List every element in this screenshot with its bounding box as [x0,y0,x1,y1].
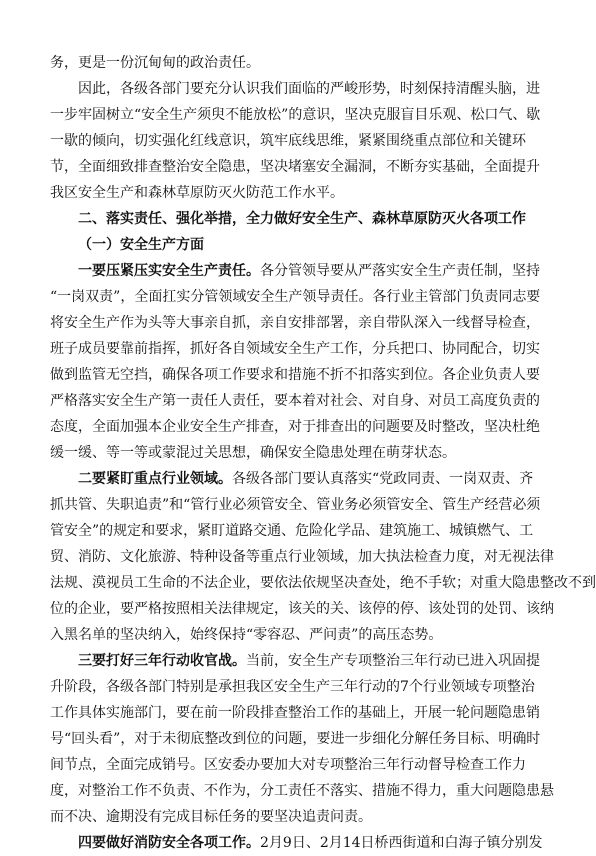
body-text: 当前，安全生产专项整治三年行动已进入巩固提 [246,653,540,669]
document-line [50,336,540,362]
document-line [50,700,540,726]
body-text: 缓一缓、等一等或蒙混过关思想，确保安全隐患处理在萌芽状态。 [50,445,456,461]
document-line [50,466,534,492]
body-text: 因此，各级各部门要充分认识我们面临的严峻形势，时刻保持清醒头脑，进 [78,81,540,97]
document-page [50,50,596,856]
body-text: 一歇的倾向，切实强化红线意识，筑牢底线思维，紧紧围绕重点部位和关键环 [50,133,526,149]
body-text: 一步牢固树立“安全生产须臾不能放松”的意识，坚决克服盲目乐观、松口气、歇 [50,107,541,123]
body-text: 管安全”的规定和要求，紧盯道路交通、危险化学品、建筑施工、城镇燃气、工 [50,523,534,539]
body-text: 升阶段，各级各部门特别是承担我区安全生产三年行动的7个行业领域专项整治 [50,679,535,695]
document-line [50,388,540,414]
document-line [50,440,518,466]
document-line [50,492,541,518]
document-line [50,102,541,128]
document-line [50,362,540,388]
body-text: 态度，全面加强本企业安全生产排查，对于排查出的问题要及时整改，坚决杜绝 [50,419,540,435]
document-line [50,180,518,206]
document-line [50,674,535,700]
body-text: 务，更是一份沉甸甸的政治责任。 [50,55,260,71]
body-text: 位的企业，要严格按照相关法律规定，该关的关、该停的停、该处罚的处罚、该纳 [50,601,554,617]
document-line [50,206,526,232]
body-text: 工作具体实施部门，要在前一阶段排查整治工作的基础上，开展一轮问题隐患销 [50,705,540,721]
document-line [50,648,540,674]
document-line [50,310,540,336]
body-text: 我区安全生产和森林草原防灭火防范工作水平。 [50,185,344,201]
document-line [50,544,554,570]
document-line [50,284,541,310]
body-text: 将安全生产作为头等大事亲自抓，亲自安排部署，亲自带队深入一线督导检查， [50,315,540,331]
document-line [50,570,596,596]
body-text: 班子成员要靠前指挥，抓好各自领域安全生产工作，分兵把口、协同配合，切实 [50,341,540,357]
body-text: 法规、漠视员工生命的不法企业，要依法依规坚决查处，绝不手软；对重大隐患整改不到 [50,575,596,591]
document-line [50,804,518,830]
document-line [50,830,543,856]
document-line [50,726,541,752]
body-text: 而不决、逾期没有完成目标任务的要坚决追责问责。 [50,809,372,825]
document-line [50,232,518,258]
bold-heading-text: （一）安全生产方面 [78,237,204,253]
body-text: 入黑名单的坚决纳入，始终保持“零容忍、严问责”的高压态势。 [50,627,443,643]
body-text: 节，全面细致排查整治安全隐患，坚决堵塞安全漏洞，不断夯实基础，全面提升 [50,159,540,175]
body-text: 贸、消防、文化旅游、特种设备等重点行业领域，加大执法检查力度，对无视法律 [50,549,554,565]
bold-heading-text: 二、落实责任、强化举措，全力做好安全生产、森林草原防灭火各项工作 [78,211,526,227]
document-line [50,76,540,102]
document-line [50,622,518,648]
body-text: 抓共管、失职追责”和“管行业必须管安全、管业务必须管安全、管生产经营必须 [50,497,541,513]
body-text: 号“回头看”，对于未彻底整改到位的问题，要进一步细化分解任务目标、明确时 [50,731,541,747]
body-text: 做到监管无空挡，确保各项工作要求和措施不折不扣落实到位。各企业负责人要 [50,367,540,383]
document-line [50,258,540,284]
body-text: 2月9日、2月14日桥西街道和白海子镇分别发 [260,835,543,851]
body-text: 间节点，全面完成销号。区安委办要加大对专项整治三年行动督导检查工作力 [50,757,526,773]
document-line [50,154,540,180]
body-text: 各级各部门要认真落实“党政同责、一岗双责、齐 [232,471,534,487]
document-line [50,50,518,76]
bold-heading-text: 二要紧盯重点行业领域。 [78,471,232,487]
bold-heading-text: 一要压紧压实安全生产责任。 [78,263,260,279]
bold-heading-text: 四要做好消防安全各项工作。 [78,835,260,851]
body-text: 各分管领导要从严落实安全生产责任制，坚持 [260,263,540,279]
body-text: 严格落实安全生产第一责任人责任，要本着对社会、对自身、对员工高度负责的 [50,393,540,409]
document-line [50,778,554,804]
body-text: “一岗双责”，全面扛实分管领域安全生产领导责任。各行业主管部门负责同志要 [50,289,541,305]
document-line [50,518,534,544]
document-line [50,752,526,778]
document-line [50,128,526,154]
body-text: 度，对整治工作不负责、不作为，分工责任不落实、措施不得力，重大问题隐患悬 [50,783,554,799]
document-line [50,596,554,622]
bold-heading-text: 三要打好三年行动收官战。 [78,653,246,669]
document-line [50,414,540,440]
